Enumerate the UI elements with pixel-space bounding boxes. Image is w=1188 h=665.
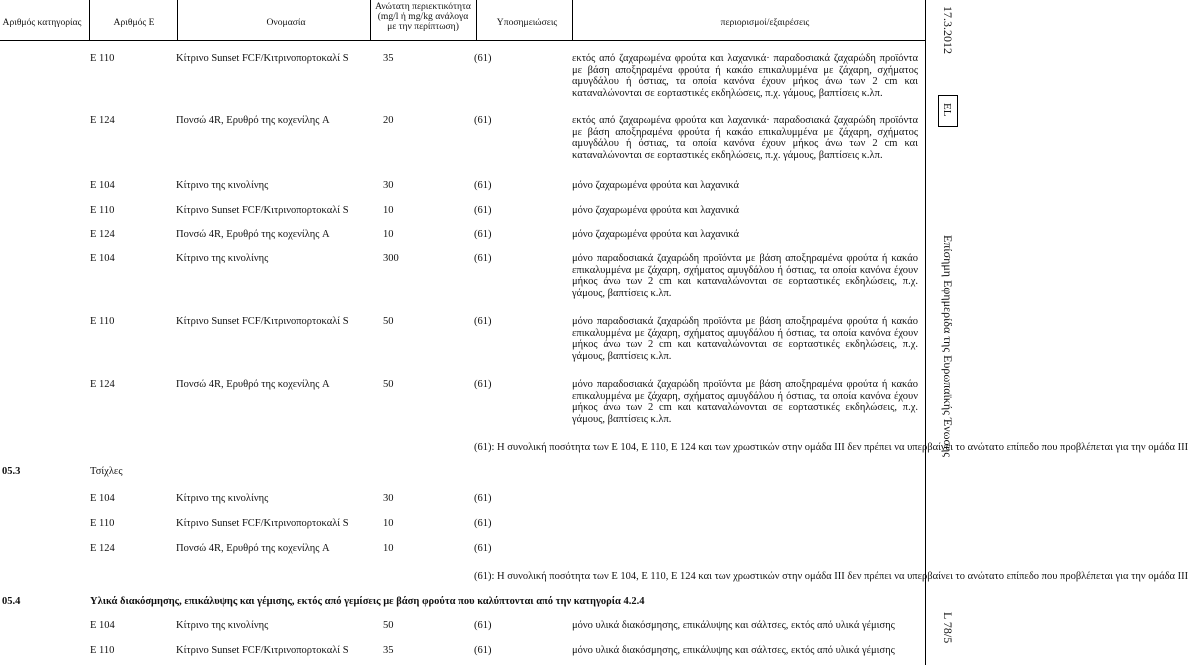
- additive-name: Πονσώ 4R, Ερυθρό της κοχενίλης A: [176, 543, 330, 554]
- additive-name: Κίτρινο της κινολίνης: [176, 253, 269, 264]
- additive-name: Κίτρινο της κινολίνης: [176, 180, 269, 191]
- max-level: 10: [383, 229, 394, 240]
- footnote-ref: (61): [474, 205, 492, 216]
- max-level: 20: [383, 115, 394, 126]
- header-restrictions: περιορισμοί/εξαιρέσεις: [720, 17, 810, 28]
- footnote-ref: (61): [474, 493, 492, 504]
- restriction-text: μόνο ζαχαρωμένα φρούτα και λαχανικά: [572, 205, 740, 216]
- e-number: E 104: [90, 253, 115, 264]
- footnote-61: (61): Η συνολική ποσότητα των E 104, E 110, E 124 και των χρωστικών στην ομάδα ΙΙΙ δεν πρέπει να υπερβαίνει το ανώτατο επίπεδο που προβλέπεται για την ομάδα ΙΙΙ: [474, 442, 1188, 453]
- e-number: E 110: [90, 316, 115, 327]
- table-header: [0, 0, 925, 41]
- footnote-ref: (61): [474, 316, 492, 327]
- e-number: E 124: [90, 229, 115, 240]
- max-level: 10: [383, 518, 394, 529]
- additive-name: Κίτρινο Sunset FCF/Κιτρινοπορτοκαλί S: [176, 518, 349, 529]
- max-level: 35: [383, 645, 394, 656]
- restriction-text: μόνο ζαχαρωμένα φρούτα και λαχανικά: [572, 180, 740, 191]
- restriction-text: μόνο υλικά διακόσμησης, επικάλυψης και σάλτσες, εκτός από υλικά γέμισης: [572, 620, 895, 631]
- max-level: 35: [383, 53, 394, 64]
- header-max-level-2: (mg/l ή mg/kg ανάλογα: [377, 11, 469, 22]
- restriction-text: μόνο ζαχαρωμένα φρούτα και λαχανικά: [572, 229, 740, 240]
- footnote-ref: (61): [474, 543, 492, 554]
- restriction-text: μόνο παραδοσιακά ζαχαρώδη προϊόντα με βάση αποξηραμένα φρούτα ή κακάο επικαλυμμένα με ζάχαρη, σχήματος αμυγδάλου ή όστιας, τα οποία κανόνα έχουν μήκος άνω των 2 cm και καταναλώνονται σε εορταστικές εκδηλώσεις, π.χ. γάμους, βαπτίσεις κ.λπ.: [572, 316, 918, 363]
- restriction-text: μόνο παραδοσιακά ζαχαρώδη προϊόντα με βάση αποξηραμένα φρούτα ή κακάο επικαλυμμένα με ζάχαρη, σχήματος αμυγδάλου ή όστιας, τα οποία κανόνα έχουν μήκος άνω των 2 cm και καταναλώνονται σε εορταστικές εκδηλώσεις, π.χ. γάμους, βαπτίσεις κ.λπ.: [572, 253, 918, 300]
- restriction-text: εκτός από ζαχαρωμένα φρούτα και λαχανικά· παραδοσιακά ζαχαρώδη προϊόντα με βάση αποξηραμένα φρούτα ή κακάο επικαλυμμένα με ζάχαρη, σχήματος αμυγδάλου ή όστιας, τα οποία κανόνα έχουν μήκος άνω των 2 cm και καταναλώνονται σε εορταστικές εκδηλώσεις, π.χ. γάμους, βαπτίσεις κ.λπ.: [572, 53, 918, 100]
- header-e-number: Αριθμός Ε: [113, 17, 155, 28]
- category-number: 05.3: [2, 466, 21, 477]
- additive-name: Κίτρινο της κινολίνης: [176, 493, 269, 504]
- additive-name: Κίτρινο της κινολίνης: [176, 620, 269, 631]
- max-level: 10: [383, 543, 394, 554]
- e-number: E 124: [90, 379, 115, 390]
- e-number: E 110: [90, 645, 115, 656]
- additive-name: Κίτρινο Sunset FCF/Κιτρινοπορτοκαλί S: [176, 205, 349, 216]
- additive-name: Πονσώ 4R, Ερυθρό της κοχενίλης A: [176, 115, 330, 126]
- max-level: 50: [383, 316, 394, 327]
- footnote-ref: (61): [474, 518, 492, 529]
- footnote-ref: (61): [474, 253, 492, 264]
- header-category-number: Αριθμός κατηγορίας: [2, 17, 82, 28]
- max-level: 300: [383, 253, 399, 264]
- max-level: 10: [383, 205, 394, 216]
- additive-name: Πονσώ 4R, Ερυθρό της κοχενίλης A: [176, 379, 330, 390]
- e-number: E 104: [90, 180, 115, 191]
- header-name: Ονομασία: [266, 17, 306, 28]
- max-level: 30: [383, 493, 394, 504]
- restriction-text: μόνο υλικά διακόσμησης, επικάλυψης και σάλτσες, εκτός από υλικά γέμισης: [572, 645, 895, 656]
- max-level: 30: [383, 180, 394, 191]
- e-number: E 110: [90, 53, 115, 64]
- footnote-ref: (61): [474, 379, 492, 390]
- additive-name: Κίτρινο Sunset FCF/Κιτρινοπορτοκαλί S: [176, 645, 349, 656]
- page-number: L 78/5: [941, 612, 955, 644]
- e-number: E 104: [90, 493, 115, 504]
- footnote-ref: (61): [474, 180, 492, 191]
- restriction-text: εκτός από ζαχαρωμένα φρούτα και λαχανικά· παραδοσιακά ζαχαρώδη προϊόντα με βάση αποξηραμένα φρούτα ή κακάο επικαλυμμένα με ζάχαρη, σχήματος αμυγδάλου ή όστιας, τα οποία κανόνα έχουν μήκος άνω των 2 cm και καταναλώνονται σε εορταστικές εκδηλώσεις, π.χ. γάμους, βαπτίσεις κ.λπ.: [572, 115, 918, 162]
- e-number: E 104: [90, 620, 115, 631]
- footnote-ref: (61): [474, 645, 492, 656]
- footnote-61: (61): Η συνολική ποσότητα των E 104, E 110, E 124 και των χρωστικών στην ομάδα ΙΙΙ δεν πρέπει να υπερβαίνει το ανώτατο επίπεδο που προβλέπεται για την ομάδα ΙΙΙ: [474, 571, 1188, 582]
- footnote-ref: (61): [474, 620, 492, 631]
- publication-date: 17.3.2012: [941, 6, 955, 54]
- max-level: 50: [383, 379, 394, 390]
- restriction-text: μόνο παραδοσιακά ζαχαρώδη προϊόντα με βάση αποξηραμένα φρούτα ή κακάο επικαλυμμένα με ζάχαρη, σχήματος αμυγδάλου ή όστιας, τα οποία κανόνα έχουν μήκος άνω των 2 cm και καταναλώνονται σε εορταστικές εκδηλώσεις, π.χ. γάμους, βαπτίσεις κ.λπ.: [572, 379, 918, 426]
- footnote-ref: (61): [474, 53, 492, 64]
- e-number: E 110: [90, 518, 115, 529]
- language-code: EL: [941, 103, 953, 117]
- e-number: E 124: [90, 543, 115, 554]
- category-number: 05.4: [2, 596, 21, 607]
- max-level: 50: [383, 620, 394, 631]
- footnote-ref: (61): [474, 229, 492, 240]
- e-number: E 110: [90, 205, 115, 216]
- category-name: Τσίχλες: [90, 466, 123, 477]
- footnote-ref: (61): [474, 115, 492, 126]
- e-number: E 124: [90, 115, 115, 126]
- additive-name: Κίτρινο Sunset FCF/Κιτρινοπορτοκαλί S: [176, 316, 349, 327]
- journal-title: Επίσημη Εφημερίδα της Ευρωπαϊκής Ένωσης: [941, 235, 955, 458]
- additive-name: Κίτρινο Sunset FCF/Κιτρινοπορτοκαλί S: [176, 53, 349, 64]
- header-footnotes: Υποσημειώσεις: [496, 17, 558, 28]
- header-max-level-1: Ανώτατη περιεκτικότητα: [375, 1, 471, 12]
- header-max-level-3: με την περίπτωση): [387, 21, 459, 32]
- additive-name: Πονσώ 4R, Ερυθρό της κοχενίλης A: [176, 229, 330, 240]
- category-name: Υλικά διακόσμησης, επικάλυψης και γέμισης, εκτός από γεμίσεις με βάση φρούτα που καλύπτονται από την κατηγορία 4.2.4: [90, 596, 645, 607]
